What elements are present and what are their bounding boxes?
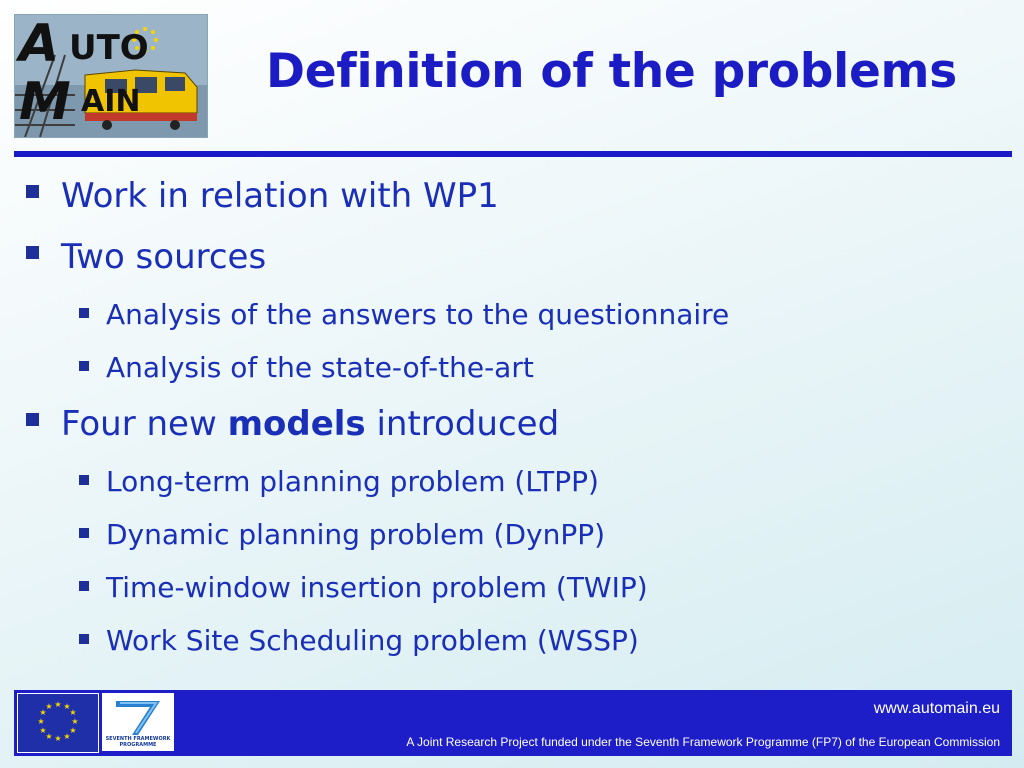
sub-bullet-text: Work Site Scheduling problem (WSSP) bbox=[106, 624, 639, 657]
sub-bullet-text: Long-term planning problem (LTPP) bbox=[106, 465, 599, 498]
sub-bullet-text: Dynamic planning problem (DynPP) bbox=[106, 518, 606, 551]
bullet-text-prefix: Four new bbox=[61, 404, 228, 444]
svg-text:★: ★ bbox=[45, 732, 53, 741]
eu-flag-icon bbox=[17, 693, 99, 753]
sub-bullet-text: Time-window insertion problem (TWIP) bbox=[106, 571, 648, 604]
title-divider bbox=[14, 151, 1012, 157]
website-link[interactable]: www.automain.eu bbox=[873, 700, 1000, 717]
square-bullet-icon bbox=[79, 581, 89, 591]
square-bullet-icon bbox=[79, 308, 89, 318]
svg-text:★: ★ bbox=[63, 702, 71, 711]
sub-bullet-text: Analysis of the state-of-the-art bbox=[106, 351, 534, 384]
square-bullet-icon bbox=[26, 413, 39, 426]
funding-note: A Joint Research Project funded under the Seventh Framework Programme (FP7) of the European Commission bbox=[406, 735, 1000, 749]
square-bullet-icon bbox=[79, 361, 89, 371]
svg-text:A: A bbox=[19, 15, 60, 74]
square-bullet-icon bbox=[79, 475, 89, 485]
svg-text:★: ★ bbox=[54, 734, 62, 743]
svg-text:★: ★ bbox=[63, 732, 71, 741]
bullet-item bbox=[0, 229, 1000, 290]
fp7-caption-line2: PROGRAMME bbox=[119, 742, 157, 748]
sub-bullet-item bbox=[0, 616, 1000, 669]
svg-text:★: ★ bbox=[45, 702, 53, 711]
svg-text:★: ★ bbox=[37, 717, 45, 726]
bullet-item bbox=[0, 396, 1000, 457]
bullet-item bbox=[0, 168, 1000, 229]
logo-text-bottom: AIN bbox=[81, 84, 141, 119]
square-bullet-icon bbox=[79, 528, 89, 538]
sub-bullet-item bbox=[0, 343, 1000, 396]
bullet-text-bold: models bbox=[227, 404, 366, 444]
svg-text:★: ★ bbox=[39, 726, 47, 735]
square-bullet-icon bbox=[26, 246, 39, 259]
svg-text:★: ★ bbox=[71, 717, 79, 726]
sub-bullet-item bbox=[0, 290, 1000, 343]
square-bullet-icon bbox=[79, 634, 89, 644]
bullet-list bbox=[0, 168, 1000, 669]
bullet-text: Two sources bbox=[61, 237, 267, 277]
slide-title: Definition of the problems bbox=[266, 44, 957, 99]
sub-bullet-item bbox=[0, 563, 1000, 616]
svg-text:★: ★ bbox=[39, 708, 47, 717]
svg-text:★: ★ bbox=[69, 726, 77, 735]
logo-text-top: UTO bbox=[69, 28, 149, 68]
svg-text:★: ★ bbox=[54, 700, 62, 709]
sub-bullet-item bbox=[0, 510, 1000, 563]
square-bullet-icon bbox=[26, 185, 39, 198]
footer-bar bbox=[14, 690, 1012, 756]
fp7-caption-line1: SEVENTH FRAMEWORK bbox=[105, 736, 171, 742]
svg-text:★: ★ bbox=[69, 708, 77, 717]
sub-bullet-text: Analysis of the answers to the questionnaire bbox=[106, 298, 730, 331]
automain-logo bbox=[14, 14, 208, 138]
sub-bullet-item bbox=[0, 457, 1000, 510]
svg-text:M: M bbox=[19, 72, 71, 132]
bullet-text-suffix: introduced bbox=[365, 404, 560, 444]
bullet-text: Work in relation with WP1 bbox=[61, 176, 499, 216]
fp7-caption bbox=[102, 736, 174, 748]
fp7-logo-icon bbox=[102, 693, 174, 751]
